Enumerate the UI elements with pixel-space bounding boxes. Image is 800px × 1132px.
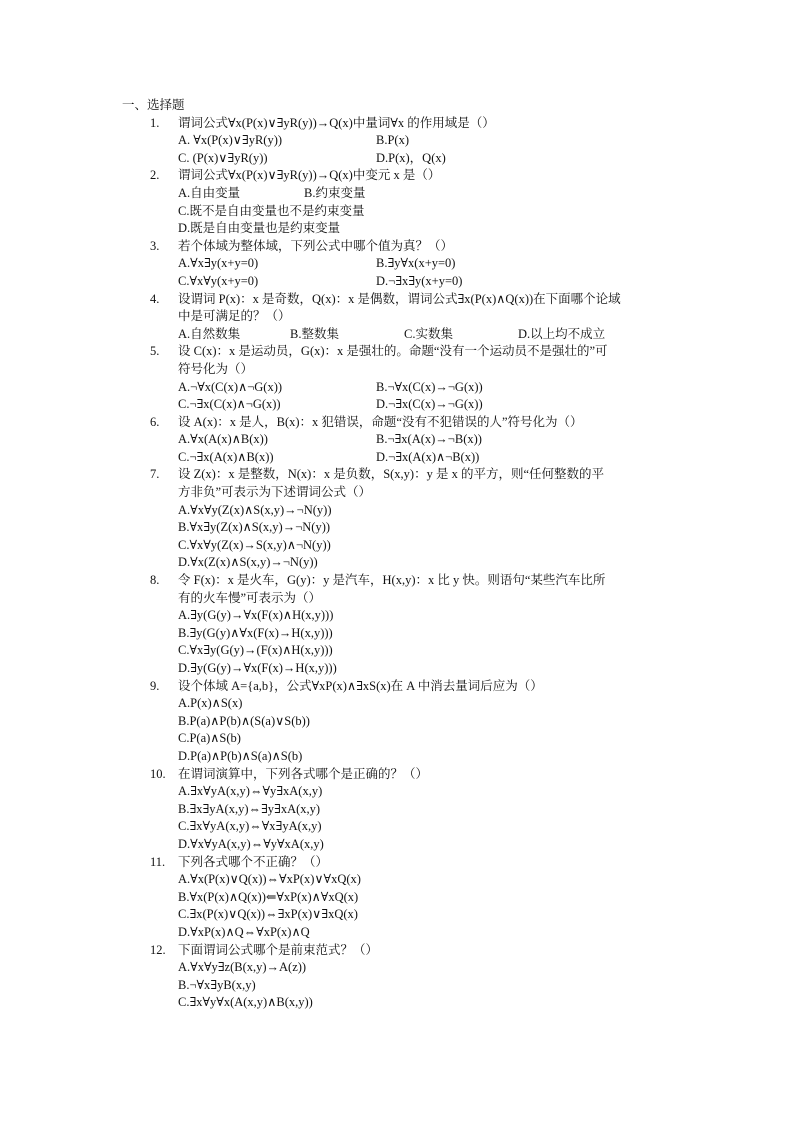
question-text-cont: 中是可满足的？（） xyxy=(178,309,291,324)
option-c: C.∃x∀y∀x(A(x,y)∧B(x,y)) xyxy=(178,995,313,1010)
option-b: B.∃y∀x(x+y=0) xyxy=(376,256,456,271)
question-12 xyxy=(118,942,718,1012)
option-b: B.∀x(P(x)∧Q(x))⇐∀xP(x)∧∀xQ(x) xyxy=(178,889,359,904)
question-number: 4. xyxy=(150,291,160,306)
option-a: A.∀x∃y(x+y=0) xyxy=(178,256,259,271)
option-a: A.¬∀x(C(x)∧¬G(x)) xyxy=(178,379,283,394)
question-number: 11. xyxy=(150,854,166,869)
question-text-cont: 有的火车慢”可表示为（） xyxy=(178,590,322,605)
option-a: A.自由变量 xyxy=(178,185,241,200)
option-b: B.∀x∃y(Z(x)∧S(x,y)→¬N(y)) xyxy=(178,520,331,535)
question-7 xyxy=(118,466,718,572)
option-b: B.∃y(G(y)∧∀x(F(x)→H(x,y))) xyxy=(178,625,333,640)
question-text: 下面谓词公式哪个是前束范式？（） xyxy=(178,942,379,957)
question-2 xyxy=(118,167,718,237)
question-number: 7. xyxy=(150,467,160,482)
option-d: D.既是自由变量也是约束变量 xyxy=(178,221,341,236)
question-text-cont: 符号化为（） xyxy=(178,361,254,376)
option-row xyxy=(178,185,718,203)
option-b: B.P(x) xyxy=(376,133,409,148)
option-c: C.∀x∀y(x+y=0) xyxy=(178,273,259,288)
question-number: 1. xyxy=(150,115,160,130)
option-row xyxy=(178,326,718,344)
option-row xyxy=(178,431,718,449)
question-text: 设 A(x)：x 是人，B(x)：x 犯错误，命题“没有不犯错误的人”符号化为（） xyxy=(178,414,583,429)
question-number: 10. xyxy=(150,766,166,781)
question-6 xyxy=(118,414,718,467)
option-b: B.P(a)∧P(b)∧(S(a)∨S(b)) xyxy=(178,713,310,728)
question-number: 5. xyxy=(150,344,160,359)
option-a: A.∀x∀y(Z(x)∧S(x,y)→¬N(y)) xyxy=(178,502,332,517)
question-3 xyxy=(118,238,718,291)
option-d: D.以上均不成立 xyxy=(518,326,606,341)
option-c: C.¬∃x(C(x)∧¬G(x)) xyxy=(178,397,281,412)
option-b: B.¬∀x∃yB(x,y) xyxy=(178,977,256,992)
option-row xyxy=(178,396,718,414)
option-d: D.∀x(Z(x)∧S(x,y)→¬N(y)) xyxy=(178,555,318,570)
question-text-cont: 方非负”可表示为下述谓词公式（） xyxy=(178,485,372,500)
option-a: A.∃y(G(y)→∀x(F(x)∧H(x,y))) xyxy=(178,608,334,623)
option-d: D.¬∃x(A(x)∧¬B(x)) xyxy=(376,449,480,464)
question-number: 2. xyxy=(150,168,160,183)
option-a: A.∀x∀y∃z(B(x,y)→A(z)) xyxy=(178,960,307,975)
option-c: C.∀x∃y(G(y)→(F(x)∧H(x,y))) xyxy=(178,643,333,658)
question-text: 设个体域 A={a,b}，公式∀xP(x)∧∃xS(x)在 A 中消去量词后应为（） xyxy=(178,678,543,693)
question-text: 谓词公式∀x(P(x)∨∃yR(y))→Q(x)中变元 x 是（） xyxy=(178,168,441,183)
question-text: 若个体域为整体域，下列公式中哪个值为真？（） xyxy=(178,238,454,253)
question-number: 9. xyxy=(150,678,160,693)
option-d: D.P(x)，Q(x) xyxy=(376,150,446,165)
question-11 xyxy=(118,854,718,942)
option-d: D.¬∃x∃y(x+y=0) xyxy=(376,273,463,288)
option-row xyxy=(178,273,718,291)
question-document xyxy=(118,97,718,1012)
option-b: B.约束变量 xyxy=(304,185,366,200)
question-text: 令 F(x)：x 是火车，G(y)：y 是汽车，H(x,y)：x 比 y 快。则语句“某些汽车比所 xyxy=(178,573,606,588)
question-number: 3. xyxy=(150,238,160,253)
section-title: 一、选择题 xyxy=(122,98,185,112)
option-d: D.¬∃x(C(x)→¬G(x)) xyxy=(376,397,483,412)
option-b: B.∃x∃yA(x,y)⇔∃y∃xA(x,y) xyxy=(178,801,321,816)
question-5 xyxy=(118,343,718,413)
question-number: 8. xyxy=(150,573,160,588)
option-c: C.既不是自由变量也不是约束变量 xyxy=(178,203,365,218)
option-d: D.∀xP(x)∧Q⇔∀xP(x)∧Q xyxy=(178,924,310,939)
option-c: C.实数集 xyxy=(404,326,453,341)
option-c: C.¬∃x(A(x)∧B(x)) xyxy=(178,449,274,464)
question-number: 6. xyxy=(150,414,160,429)
option-c: C.∀x∀y(Z(x)→S(x,y)∧¬N(y)) xyxy=(178,537,331,552)
option-a: A.自然数集 xyxy=(178,326,241,341)
option-c: C. (P(x)∨∃yR(y)) xyxy=(178,150,268,165)
question-text: 在谓词演算中，下列各式哪个是正确的？（） xyxy=(178,766,429,781)
option-d: D.P(a)∧P(b)∧S(a)∧S(b) xyxy=(178,748,303,763)
option-c: C.∃x∀yA(x,y)⇔∀x∃yA(x,y) xyxy=(178,819,322,834)
option-row xyxy=(178,379,718,397)
option-d: D.∀x∀yA(x,y)⇔∀y∀xA(x,y) xyxy=(178,836,324,851)
question-1 xyxy=(118,115,718,168)
option-a: A.∀x(A(x)∧B(x)) xyxy=(178,432,268,447)
question-10 xyxy=(118,766,718,854)
option-a: A. ∀x(P(x)∨∃yR(y)) xyxy=(178,133,283,148)
question-text: 谓词公式∀x(P(x)∨∃yR(y))→Q(x)中量词∀x 的作用域是（） xyxy=(178,115,495,130)
question-number: 12. xyxy=(150,942,166,957)
option-d: D.∃y(G(y)→∀x(F(x)→H(x,y))) xyxy=(178,661,337,675)
question-text: 设谓词 P(x)：x 是奇数，Q(x)：x 是偶数，谓词公式∃x(P(x)∧Q(x))在下面哪个论域 xyxy=(178,291,621,306)
option-a: A.∀x(P(x)∨Q(x))⇔∀xP(x)∨∀xQ(x) xyxy=(178,872,361,887)
option-b: B.¬∀x(C(x)→¬G(x)) xyxy=(376,379,483,394)
option-row xyxy=(178,449,718,467)
question-9 xyxy=(118,678,718,766)
option-b: B.¬∃x(A(x)→¬B(x)) xyxy=(376,432,482,447)
question-text: 下列各式哪个不正确？（） xyxy=(178,854,329,869)
question-8 xyxy=(118,572,718,678)
option-a: A.∃x∀yA(x,y)⇔∀y∃xA(x,y) xyxy=(178,784,323,799)
option-row xyxy=(178,255,718,273)
option-a: A.P(x)∧S(x) xyxy=(178,696,243,711)
question-text: 设 C(x)：x 是运动员，G(x)：x 是强壮的。命题“没有一个运动员不是强壮的”可 xyxy=(178,344,608,359)
question-4 xyxy=(118,291,718,344)
option-row xyxy=(178,132,718,150)
option-c: C.P(a)∧S(b) xyxy=(178,731,241,746)
option-row xyxy=(178,150,718,168)
question-text: 设 Z(x)：x 是整数，N(x)：x 是负数，S(x,y)：y 是 x 的平方，则“任何整数的平 xyxy=(178,467,605,482)
option-c: C.∃x(P(x)∨Q(x))⇔∃xP(x)∨∃xQ(x) xyxy=(178,907,358,922)
option-b: B.整数集 xyxy=(290,326,339,341)
